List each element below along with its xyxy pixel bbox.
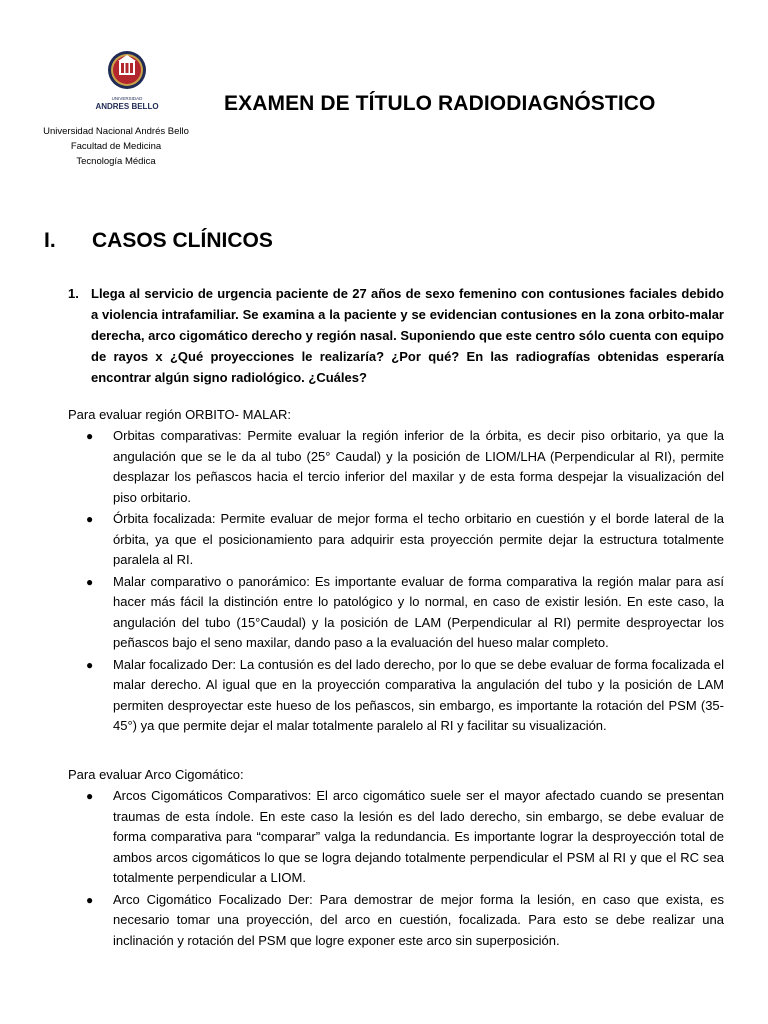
page-title: EXAMEN DE TÍTULO RADIODIAGNÓSTICO	[224, 92, 656, 115]
orbito-heading: Para evaluar región ORBITO- MALAR:	[68, 407, 292, 422]
arco-heading: Para evaluar Arco Cigomático:	[68, 767, 244, 782]
section-title: CASOS CLÍNICOS	[92, 229, 273, 252]
list-item	[86, 509, 724, 571]
bullet-icon: ●	[86, 789, 94, 803]
program-name: Tecnología Médica	[76, 156, 156, 167]
institution-block	[20, 124, 212, 169]
faculty-name: Facultad de Medicina	[70, 141, 162, 152]
section-number: I.	[44, 229, 56, 252]
list-item	[86, 655, 724, 737]
bullet-icon: ●	[86, 892, 94, 907]
logo-text-top: UNIVERSIDAD	[111, 96, 143, 101]
list-item-text: Malar comparativo o panorámico: Es importante evaluar de forma comparativa la región malar para así hacer más fácil la distinción entre lo patológico y lo normal, en caso de existir lesión. En este caso, la angulación del tubo (15°Caudal) y la posición de LAM (Perpendicular al RI) permite desproyectar los peñascos bajo el seno maxilar, dando paso a la evaluación del hueso malar completo.	[113, 573, 724, 651]
university-name: Universidad Nacional Andrés Bello	[43, 126, 189, 137]
bullet-icon: ●	[86, 657, 94, 672]
list-item	[86, 426, 724, 508]
list-item-text: Malar focalizado Der: La contusión es del lado derecho, por lo que se debe evaluar de forma focalizada el malar derecho. Al igual que en la proyección comparativa la angulación del tubo y la posición de LAM permiten desproyectar este hueso de los peñascos, sin embargo, es importante la rotación del PSM (35-45°) ya que permite dejar el malar totalmente paralelo al RI y facilitar su visualización.	[113, 656, 724, 734]
bullet-icon: ●	[86, 574, 94, 589]
list-item-text: Orbitas comparativas: Permite evaluar la región inferior de la órbita, es decir piso orbitario, ya que la angulación que se le da al tubo (25° Caudal) y la posición de LIOM/LHA (Perpendicular al RI), permite desplazar los peñascos hacia el tercio inferior del maxilar y de esta forma despejar la visualización del piso orbitario.	[113, 428, 724, 505]
question-number: 1.	[68, 286, 79, 301]
question-text: Llega al servicio de urgencia paciente de 27 años de sexo femenino con contusiones faciales debido a violencia intrafamiliar. Se examina a la paciente y se evidencian contusiones en la zona orbito-malar derecha, arco cigomático derecho y región nasal. Suponiendo que este centro sólo cuenta con equipo de rayos x ¿Qué proyecciones le realizaría? ¿Por qué? En las radiografías obtenidas esperaría encontrar algún signo radiológico. ¿Cuáles?	[91, 286, 724, 385]
list-item	[86, 572, 724, 654]
section-heading	[44, 229, 273, 253]
arco-list	[86, 786, 724, 952]
list-item-text: Arcos Cigomáticos Comparativos: El arco cigomático suele ser el mayor afectado cuando se presentan traumas de esta índole. En este caso la lesión es del lado derecho, sin embargo, se debe evaluar de forma comparativa para “comparar” valga la redundancia. Es importante lograr la desproyección total de ambos arcos cigomáticos lo que se logra dejando totalmente perpendicular el PSM al RI y que el RC sea totalmente perpendicular a LIOM.	[113, 788, 724, 886]
university-logo	[92, 45, 162, 115]
list-item	[86, 890, 724, 952]
bullet-icon: ●	[86, 429, 94, 443]
question-1	[68, 283, 724, 388]
list-item	[86, 786, 724, 889]
list-item-text: Arco Cigomático Focalizado Der: Para demostrar de mejor forma la lesión, en caso que exista, es necesario tomar una proyección, del arco en cuestión, focalizada. Para esto se debe realizar una inclinación y rotación del PSM que logre exponer este arco sin superposición.	[113, 891, 724, 948]
logo-text-name: ANDRES BELLO	[95, 102, 159, 111]
bullet-icon: ●	[86, 512, 94, 527]
list-item-text: Órbita focalizada: Permite evaluar de mejor forma el techo orbitario en cuestión y el borde lateral de la órbita, ya que el posicionamiento para adquirir esta proyección permite dejar la estructura totalmente paralela al RI.	[113, 511, 724, 568]
orbito-list	[86, 426, 724, 738]
